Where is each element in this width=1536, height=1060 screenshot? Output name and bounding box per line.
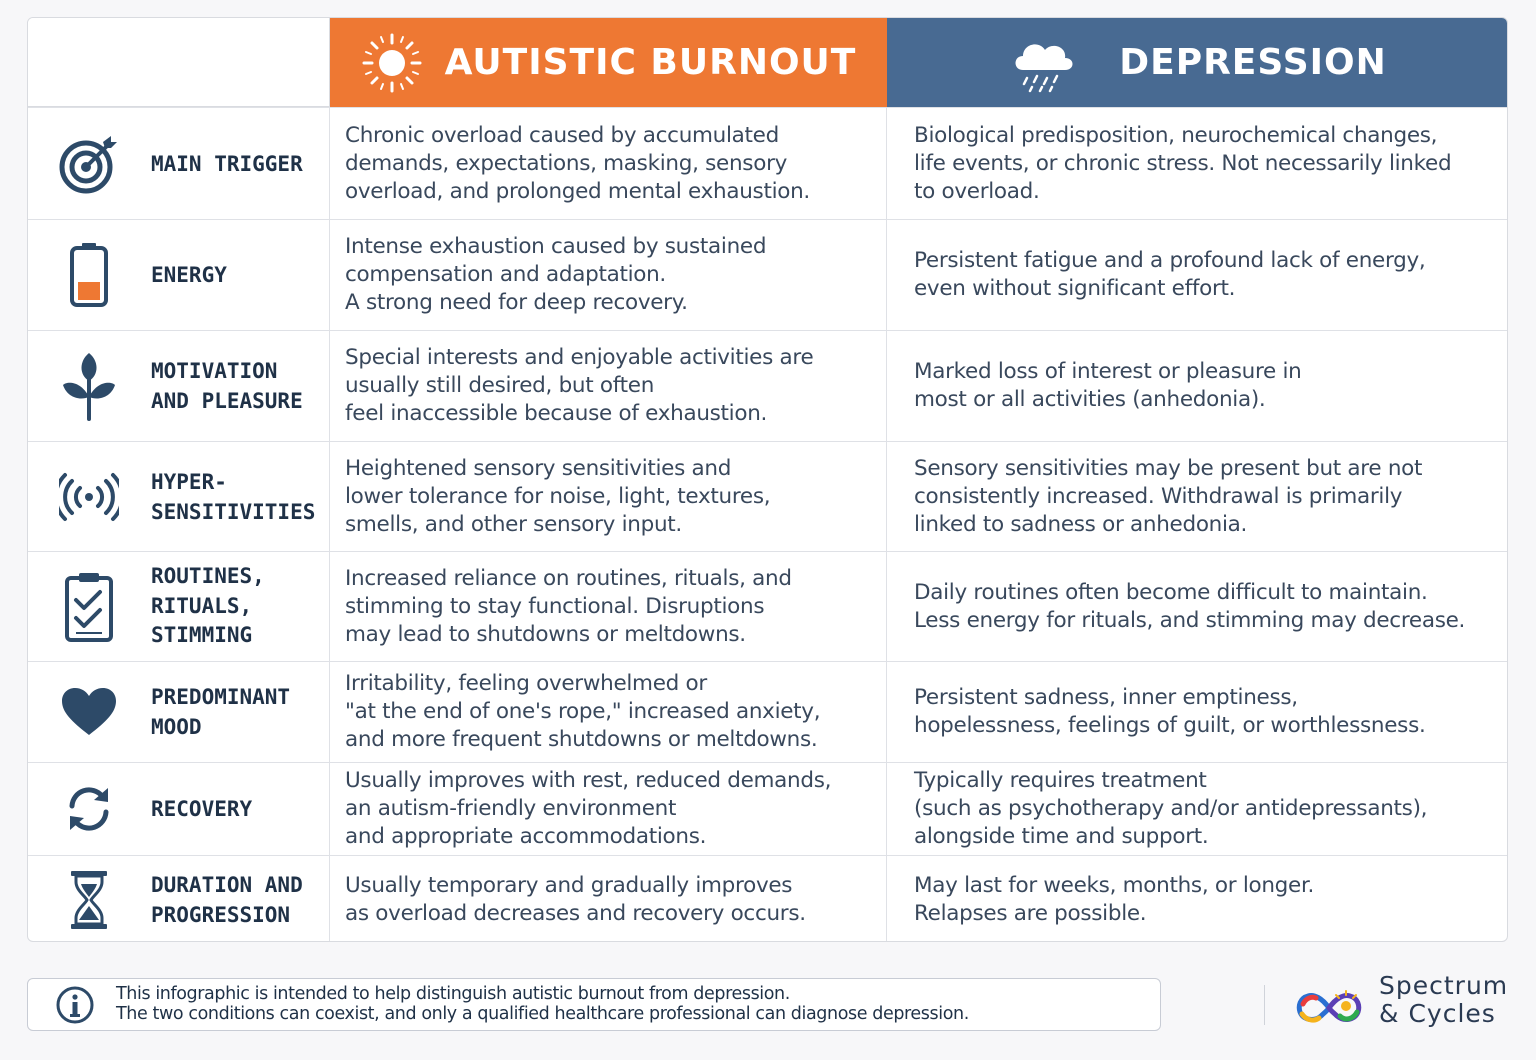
- depression-text: Typically requires treatment (such as psychotherapy and/or antidepressants), alongside time and support.: [914, 768, 1428, 849]
- row-label: PREDOMINANT MOOD: [151, 685, 291, 739]
- brand-line-2: & Cycles: [1379, 999, 1496, 1028]
- row-label-cell: [28, 220, 330, 330]
- disclaimer-note: [27, 978, 1161, 1031]
- burnout-text: Irritability, feeling overwhelmed or "at the end of one's rope," increased anxiety, and more frequent shutdowns or meltdowns.: [345, 671, 821, 752]
- brand-name: [1379, 972, 1508, 1028]
- row-label: MAIN TRIGGER: [151, 151, 303, 176]
- table-row: [28, 661, 1508, 762]
- table-row: [28, 441, 1508, 551]
- row-label-cell: [28, 442, 330, 551]
- checklist-clipboard-icon: [58, 576, 120, 638]
- burnout-text: Intense exhaustion caused by sustained compensation and adaptation. A strong need for deep recovery.: [345, 234, 767, 315]
- heart-icon: [58, 681, 120, 743]
- table-row: [28, 551, 1508, 661]
- battery-low-icon: [58, 244, 120, 306]
- refresh-arrows-icon: [58, 778, 120, 840]
- footer-divider: [1264, 985, 1265, 1025]
- row-label-cell: [28, 331, 330, 441]
- header-autistic-burnout: [330, 18, 887, 107]
- note-line-1: This infographic is intended to help distinguish autistic burnout from depression.: [116, 984, 790, 1004]
- header-corner: [28, 18, 330, 107]
- burnout-cell: [330, 856, 887, 942]
- depression-text: May last for weeks, months, or longer. Relapses are possible.: [914, 872, 1315, 926]
- burnout-cell: [330, 442, 887, 551]
- header-title-burnout: AUTISTIC BURNOUT: [444, 42, 857, 83]
- depression-text: Biological predisposition, neurochemical changes, life events, or chronic stress. Not necessarily linked to overload.: [914, 122, 1452, 204]
- target-icon: [58, 133, 120, 195]
- burnout-cell: [330, 552, 887, 661]
- burnout-cell: [330, 220, 887, 330]
- burnout-text: Special interests and enjoyable activities are usually still desired, but often feel inaccessible because of exhaustion.: [345, 345, 814, 426]
- table-row: [28, 219, 1508, 330]
- depression-text: Daily routines often become difficult to maintain. Less energy for rituals, and stimming may decrease.: [914, 579, 1466, 633]
- rain-cloud-icon: [1009, 32, 1075, 94]
- depression-text: Sensory sensitivities may be present but are not consistently increased. Withdrawal is primarily linked to sadness or anhedonia.: [914, 455, 1423, 537]
- row-label: HYPER- SENSITIVITIES: [151, 469, 316, 524]
- hourglass-icon: [58, 869, 120, 931]
- burnout-text: Increased reliance on routines, rituals, and stimming to stay functional. Disruptions may lead to shutdowns or meltdowns.: [345, 565, 792, 647]
- note-line-2: The two conditions can coexist, and only a qualified healthcare professional can diagnose depression.: [116, 1004, 969, 1024]
- row-label: DURATION AND PROGRESSION: [151, 872, 303, 927]
- header-title-depression: DEPRESSION: [1119, 42, 1387, 83]
- header-depression: [887, 18, 1508, 107]
- depression-cell: [887, 662, 1508, 762]
- depression-cell: [887, 442, 1508, 551]
- sun-icon: [361, 32, 423, 94]
- burnout-cell: [330, 662, 887, 762]
- burnout-cell: [330, 763, 887, 855]
- row-label: ROUTINES, RITUALS, STIMMING: [151, 564, 265, 648]
- row-label: RECOVERY: [151, 797, 253, 821]
- depression-cell: [887, 763, 1508, 855]
- burnout-cell: [330, 331, 887, 441]
- infinity-logo-icon: [1294, 978, 1364, 1034]
- burnout-text: Usually temporary and gradually improves as overload decreases and recovery occurs.: [345, 872, 806, 926]
- row-label: MOTIVATION AND PLEASURE: [151, 359, 303, 413]
- depression-cell: [887, 220, 1508, 330]
- depression-cell: [887, 552, 1508, 661]
- brand-line-1: Spectrum: [1379, 971, 1509, 1000]
- info-circle-icon: [56, 986, 94, 1024]
- table-row: [28, 330, 1508, 441]
- sprout-icon: [58, 355, 120, 417]
- signal-waves-icon: [58, 466, 120, 528]
- burnout-text: Usually improves with rest, reduced demands, an autism-friendly environment and appropriate accommodations.: [345, 768, 832, 849]
- comparison-table: [27, 17, 1508, 942]
- burnout-text: Chronic overload caused by accumulated demands, expectations, masking, sensory overload, and prolonged mental exhaustion.: [345, 122, 810, 204]
- depression-cell: [887, 108, 1508, 219]
- burnout-text: Heightened sensory sensitivities and lower tolerance for noise, light, textures, smells, and other sensory input.: [345, 455, 771, 537]
- depression-cell: [887, 331, 1508, 441]
- row-label-cell: [28, 108, 330, 219]
- depression-text: Persistent sadness, inner emptiness, hopelessness, feelings of guilt, or worthlessness.: [914, 685, 1426, 738]
- depression-text: Persistent fatigue and a profound lack of energy, even without significant effort.: [914, 248, 1426, 301]
- table-row: [28, 855, 1508, 942]
- table-row: [28, 107, 1508, 219]
- table-row: [28, 762, 1508, 855]
- row-label-cell: [28, 763, 330, 855]
- depression-cell: [887, 856, 1508, 942]
- row-label-cell: [28, 662, 330, 762]
- row-label-cell: [28, 552, 330, 661]
- depression-text: Marked loss of interest or pleasure in most or all activities (anhedonia).: [914, 359, 1302, 412]
- burnout-cell: [330, 108, 887, 219]
- row-label: ENERGY: [151, 263, 227, 287]
- row-label-cell: [28, 856, 330, 942]
